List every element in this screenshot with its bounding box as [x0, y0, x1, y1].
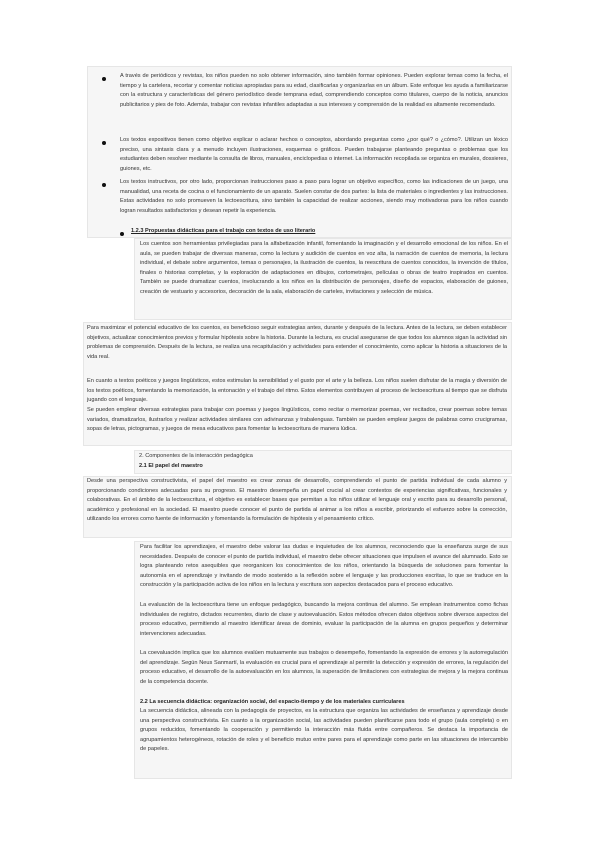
bullet-item-periodicos: A través de periódicos y revistas, los niños pueden no solo obtener información, sino también formar opiniones. Pueden explorar temas como la fecha, el tiempo y la cartelera, recortar y comentar noticias apropiadas para su edad, clasificarlas y organizarlas en un álbum. Este enfoque les ayuda a familiarizarse con la estructura y características del género periodístico desde temprana edad, comprendiendo conceptos como titulares, cuerpo de la noticia, anuncios publicitarios y pies de foto. Además, trabajar con revistas infantiles adaptadas a sus intereses y comprensión de la realidad es altamente recomendado.	[120, 73, 508, 108]
bullet-icon	[102, 77, 106, 81]
section-heading-123: 1.2.3 Propuestas didácticas para el trabajo con textos de uso literario	[131, 228, 316, 234]
para-poeticos-1: En cuanto a textos poéticos y juegos lingüísticos, estos estimulan la sensibilidad y el gusto por el arte y la belleza. Los niños suelen disfrutar de la magia y diversión de los textos poéticos, fomentando la memorización, la entonación y el trabajo del ritmo. Estos elementos contribuyen al proceso de lectoescritura al tiempo que se disfruta jugando con el lenguaje.	[87, 378, 507, 404]
para-maestro: Desde una perspectiva constructivista, el papel del maestro es crear zonas de desarrollo, comprendiendo el punto de partida individual de cada alumno y proporcionando condiciones adecuadas para su progreso. El maestro desempeña un papel crucial al crear contextos de experiencias significativas, funcionales y colaborativas. En el ámbito de la lectoescritura, el objetivo es establecer bases que permitan a los niños utilizar el lenguaje oral y escrito para su desarrollo personal, académico y profesional en la sociedad. El maestro puede conocer el punto de partida al animar a los niños a escribir, priorizando el esfuerzo sobre la corrección, utilizando los errores como fuente de información y fomentando la formulación de hipótesis y el pensamiento crítico.	[87, 478, 507, 523]
para-secuencia: La secuencia didáctica, alineada con la pedagogía de proyectos, es la estructura que organiza las actividades de enseñanza y aprendizaje desde una perspectiva constructivista. En cuanto a la organización social, las actividades pueden planificarse para todo el grupo (aula completa) o en grupos reducidos, fomentando la cooperación y permitiendo la interacción más fluida entre compañeros. Se destaca la importancia de agrupamientos heterogéneos, rotación de roles y el beneficio mutuo entre pares para el aprendizaje como parte en las situaciones de intercambio de papeles.	[140, 708, 508, 753]
para-evaluacion: La evaluación de la lectoescritura tiene un enfoque pedagógico, buscando la mejora continua del alumno. Se emplean instrumentos como fichas individuales de registro, dictados recurrentes, diario de clase y autoevaluación. Estos métodos ofrecen datos objetivos sobre diversos aspectos del proceso educativo, permitiendo al maestro identificar áreas de dominio, evaluar la participación de la alumna en grupos pequeños y determinar intervenciones adecuadas.	[140, 602, 508, 637]
para-aprendizajes: Para facilitar los aprendizajes, el maestro debe valorar las dudas e inquietudes de los alumnos, reconociendo que la enseñanza surge de sus necesidades. Después de conocer el punto de partida individual, el maestro debe ofrecer situaciones que impulsen el avance del alumnado. Esto se logra planteando retos asequibles que reorganicen los conocimientos de los niños, orientando la búsqueda de soluciones para fomentar la autonomía en el aprendizaje y invitando de modo sostenido a la reflexión sobre el lenguaje y las producciones escritas, lo que se traduce en la construcción y la participación activa de los niños en la lectura y escritura son aspectos destacados para el proceso educativo.	[140, 544, 508, 589]
para-poeticos-2: Se pueden emplear diversas estrategias para trabajar con poemas y juegos lingüísticos, como recitar o memorizar poemas, ver recitados, crear poemas sobre temas variados, dramatizarlos, ilustrarlos y realizar actividades similares con adivinanzas y trabalenguas. También se pueden emplear juegos de palabras como crucigramas, sopas de letras, pictogramas, y juegos de mesa educativos para fomentar la lectoescritura de manera lúdica.	[87, 407, 507, 433]
para-coevaluacion: La coevaluación implica que los alumnos evalúen mutuamente sus trabajos o desempeño, fomentando la expresión de errores y la autorregulación del aprendizaje. Según Neus Sanmartí, la evaluación es crucial para el aprendizaje al permitir la detección y expresión de errores, la regulación del proceso educativo, el desarrollo de la autoevaluación en los alumnos, la superación de limitaciones con estrategias de mejora y la mejora continua de la competencia docente.	[140, 650, 508, 685]
bullet-item-expositivos: Los textos expositivos tienen como objetivo explicar o aclarar hechos o conceptos, abordando preguntas como ¿por qué? o ¿cómo?. Utilizan un léxico preciso, una sintaxis clara y a menudo incluyen ilustraciones, esquemas o gráficos. Pueden trabajarse planteando preguntas o problemas que los estudiantes deben resolver mediante la consulta de libros, manuales, enciclopedias o internet. La información recopilada se organiza en murales, dossieres, guiones, etc.	[120, 137, 508, 172]
bullet-icon	[102, 183, 106, 187]
bullet-icon	[102, 141, 106, 145]
para-cuentos: Para maximizar el potencial educativo de los cuentos, es beneficioso seguir estrategias antes, durante y después de la lectura. Antes de la lectura, se deben establecer objetivos, actualizar conocimientos previos y formular hipótesis sobre la historia. Durante la lectura, es crucial asegurarse de que todos los alumnos sigan la actividad sin problemas de comprensión. Después de la lectura, se realiza una recapitulación y actividades para extender el conocimiento, como aplicar la historia a situaciones de la vida real.	[87, 325, 507, 360]
bullet-item-instructivos: Los textos instructivos, por otro lado, proporcionan instrucciones paso a paso para lograr un objetivo específico, como las indicaciones de un juego, una manualidad, una receta de cocina o el funcionamiento de un aparato. Suelen constar de dos partes: la lista de materiales o ingredientes y las instrucciones. Estas actividades no solo promueven la lectoescritura, sino también la capacidad de realizar acciones, siendo muy motivadoras para los niños cuando logran resultados satisfactorios y desean repetir la experiencia.	[120, 179, 508, 214]
section-22-heading: 2.2 La secuencia didáctica: organización social, del espacio-tiempo y de los materiales curriculares	[140, 699, 405, 705]
section-21-heading: 2.1 El papel del maestro	[139, 463, 203, 469]
bullet-icon	[120, 232, 124, 236]
section-123-body: Los cuentos son herramientas privilegiadas para la alfabetización infantil, fomentando la imaginación y el desarrollo emocional de los niños. En el aula, se pueden trabajar de diversas maneras, como la lectura y audición de cuentos en voz alta, la narración de cuentos de memoria, la lectura individual, el debate sobre argumentos, temas o personajes, la ilustración de cuentos, la reescritura de cuentos conocidos, la invención de títulos, finales o historias completas, y la exploración de adaptaciones en dibujos, cortometrajes, películas o obras de teatro inspirados en cuentos. También se puede dramatizar cuentos, involucrando a los niños en la distribución de personajes, diseño de espacios, elaboración de guiones, creación de vestuario y accesorios, decoración de la sala, elaboración de carteles, invitaciones y selección de música.	[140, 241, 508, 295]
section-2-heading: 2. Componentes de la interacción pedagógica	[139, 453, 253, 459]
